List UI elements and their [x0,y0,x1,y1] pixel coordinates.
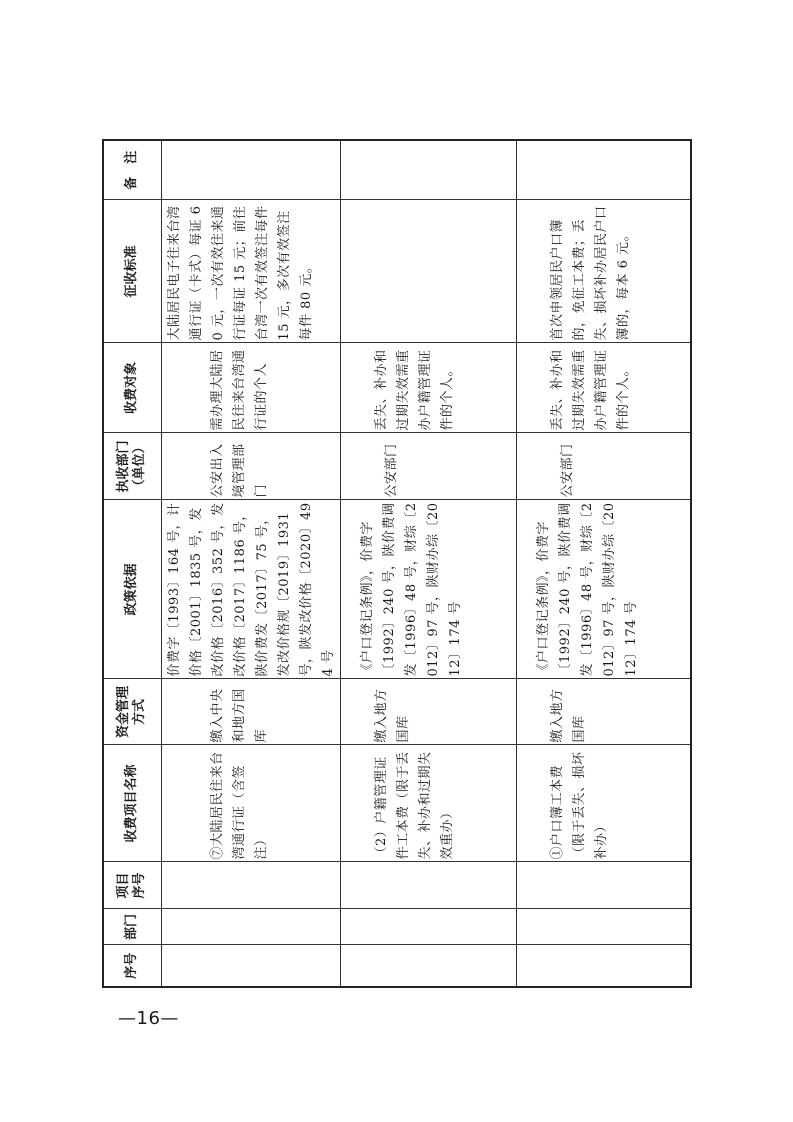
header-dept: 部门 [103,909,161,945]
cell-name: ①户口簿工本费（限于丢失、损坏补办） [516,745,691,862]
cell-basis: 《户口登记条例》，价费字〔1992〕240 号，陕价费调发〔1996〕48 号，财综〔2012〕97 号，陕财办综〔2012〕174 号 [340,500,516,679]
header-name: 收费项目名称 [103,745,161,862]
cell-item-seq [161,862,340,909]
cell-unit: 公安部门 [516,433,691,500]
header-standard: 征收标准 [103,200,161,343]
cell-fund: 缴入地方国库 [340,679,516,745]
header-target: 收费对象 [103,343,161,433]
cell-basis: 《户口登记条例》，价费字〔1992〕240 号，陕价费调发〔1996〕48 号，财综〔2012〕97 号，陕财办综〔2012〕174 号 [516,500,691,679]
cell-item-seq [340,862,516,909]
cell-target: 需办理大陆居民往来台湾通行证的个人 [161,343,340,433]
cell-dept [340,909,516,945]
table-row [516,140,691,987]
cell-remark [516,140,691,200]
cell-name: ⑦大陆居民往来台湾通行证（含签注） [161,745,340,862]
page-number: —16— [118,1008,179,1029]
cell-seq [161,945,340,987]
cell-target: 丢失、补办和过期失效需重办户籍管理证件的个人。 [340,343,516,433]
rotated-page-content [102,141,689,988]
cell-seq [516,945,691,987]
header-row [103,140,161,987]
cell-name: （2）户籍管理证件工本费（限于丢失、补办和过期失效重办） [340,745,516,862]
cell-remark [161,140,340,200]
header-basis: 政策依据 [103,500,161,679]
cell-target: 丢失、补办和过期失效需重办户籍管理证件的个人。 [516,343,691,433]
cell-basis: 价费字〔1993〕164 号，计价格〔2001〕1835 号，发改价格〔2016〕352 号，发改价格〔2017〕1186 号，陕价费发〔2017〕75 号，发改价格规〔2019〕1931 号，陕发改价格〔2020〕494 号 [161,500,340,679]
header-unit: 执收部门 （单位） [103,433,161,500]
table-row [161,140,340,987]
cell-remark [340,140,516,200]
cell-seq [340,945,516,987]
header-remark: 备 注 [103,140,161,200]
table-row [340,140,516,987]
cell-dept [161,909,340,945]
cell-unit: 公安出入境管理部门 [161,433,340,500]
cell-dept [516,909,691,945]
cell-item-seq [516,862,691,909]
cell-standard [340,200,516,343]
cell-standard: 首次申领居民户口簿的，免征工本费；丢失、损坏补办居民户口簿的，每本 6 元。 [516,200,691,343]
cell-fund: 缴入地方国库 [516,679,691,745]
header-item-seq: 项目 序号 [103,862,161,909]
header-fund: 资金管理 方式 [103,679,161,745]
cell-standard: 大陆居民电子往来台湾通行证（卡式）每证 60 元，一次有效往来通行证每证 15 元；前往台湾一次有效签注每件 15 元，多次有效签注每件 80 元。 [161,200,340,343]
cell-unit: 公安部门 [340,433,516,500]
cell-fund: 缴入中央和地方国库 [161,679,340,745]
fee-table [102,139,692,988]
header-seq: 序号 [103,945,161,987]
